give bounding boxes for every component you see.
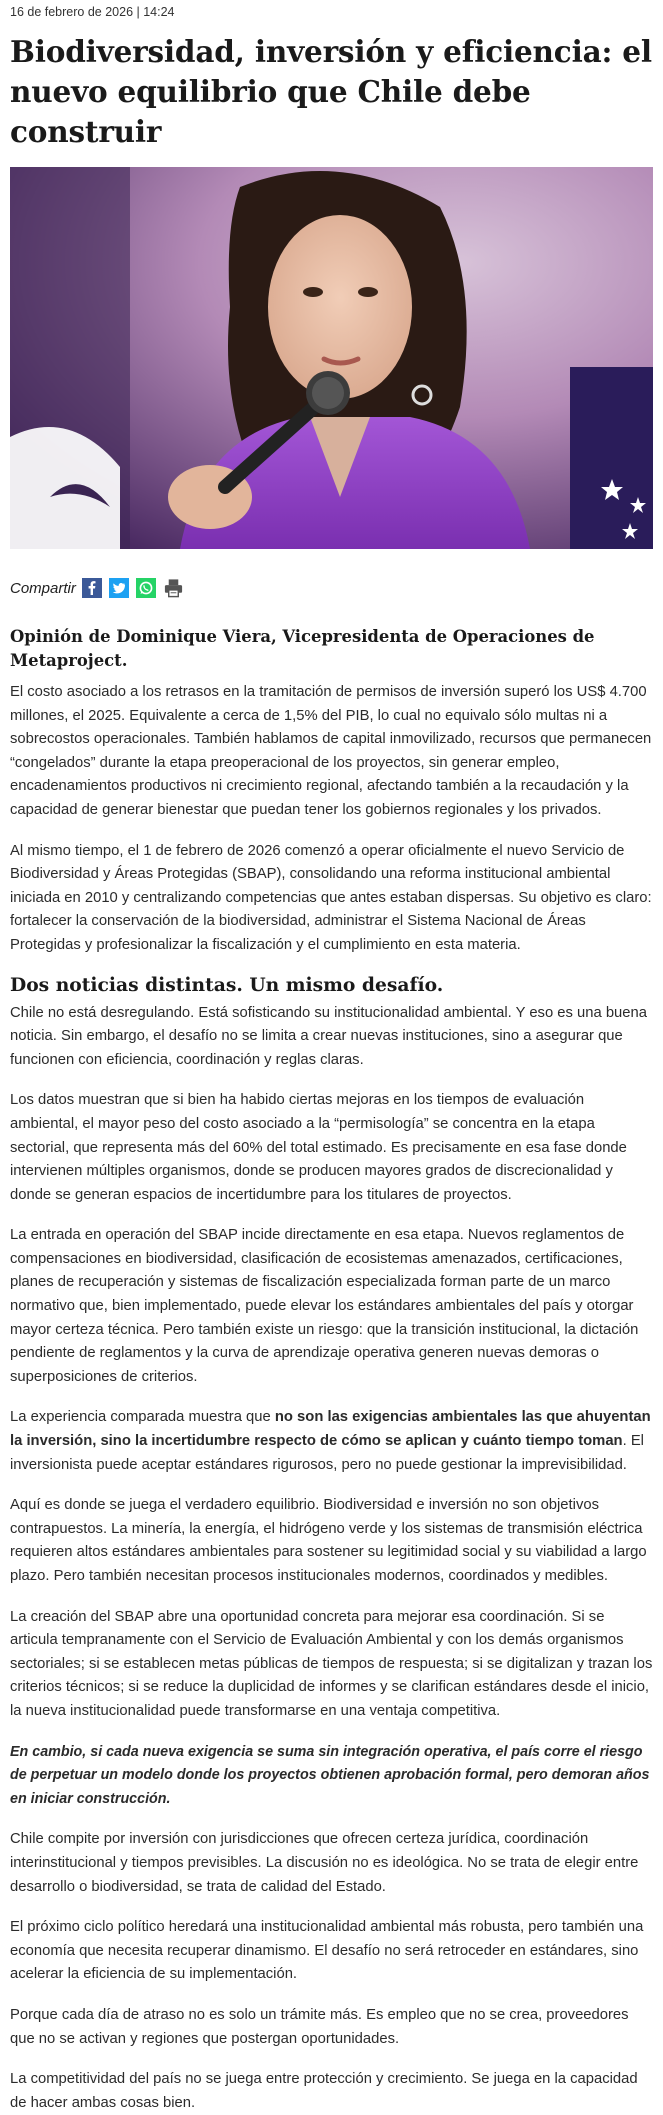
paragraph-highlight	[10, 1406, 653, 1477]
paragraph: Chile no está desregulando. Está sofisticando su institucionalidad ambiental. Y eso es una buena noticia. Sin embargo, el desafío no se limita a crear nuevas instituciones, sino a asegurar que funcionen con eficiencia, coordinación y reglas claras.	[10, 1004, 647, 1068]
hero-photo	[10, 167, 653, 549]
facebook-icon[interactable]	[82, 578, 103, 599]
article-title: Biodiversidad, inversión y eficiencia: el nuevo equilibrio que Chile debe construir	[10, 34, 652, 149]
bold-text: no son las exigencias ambientales las que ahuyentan la inversión, sino la incertidumbre respecto de cómo se aplican y cuánto tiempo toman	[10, 1409, 651, 1450]
subheading: Dos noticias distintas. Un mismo desafío.	[10, 973, 444, 996]
paragraph: Los datos muestran que si bien ha habido ciertas mejoras en los tiempos de evaluación ambiental, el mayor peso del costo asociado a la “permisología” se concentra en la etapa sectorial, que representa más del 60% del total estimado. Es precisamente en esa fase donde intervienen múltiples organismos, donde se producen mayores grados de discrecionalidad y donde se generan espacios de incertidumbre para los titulares de proyectos.	[10, 1092, 627, 1203]
share-bar	[10, 575, 653, 601]
article-date: 16 de febrero de 2026 | 14:24	[10, 5, 175, 19]
text-run: . El inversionista puede aceptar estándares rigurosos, pero no puede gestionar la imprevisibilidad.	[10, 1433, 644, 1473]
article	[10, 0, 653, 2115]
paragraph: La entrada en operación del SBAP incide directamente en esa etapa. Nuevos reglamentos de compensaciones en biodiversidad, clasificación de ecosistemas amenazados, certificaciones, planes de recuperación y sistemas de fiscalización especializada forman parte de un marco normativo que, bien implementado, puede elevar los estándares ambientales del país y otorgar mayor certeza técnica. Pero también existe un riesgo: que la transición institucional, la dictación pendiente de reglamentos y la curva de aprendizaje operativa generen nuevas demoras o superposiciones de criterios.	[10, 1227, 639, 1385]
emphasis-paragraph: En cambio, si cada nueva exigencia se suma sin integración operativa, el país corre el riesgo de perpetuar un modelo donde los proyectos obtienen aprobación formal, pero demoran años en iniciar construcción.	[10, 1743, 650, 1807]
print-icon[interactable]	[163, 578, 184, 599]
whatsapp-icon[interactable]	[136, 578, 157, 599]
paragraph: Aquí es donde se juega el verdadero equilibrio. Biodiversidad e inversión no son objetivos contrapuestos. La minería, la energía, el hidrógeno verde y los sistemas de transmisión eléctrica requieren altos estándares ambientales para sostener su legitimidad social y su viabilidad a largo plazo. Pero también necesitan procesos institucionales modernos, coordinados y medibles.	[10, 1497, 647, 1584]
paragraph: Chile compite por inversión con jurisdicciones que ofrecen certeza jurídica, coordinación interinstitucional y tiempos previsibles. La discusión no es ideológica. No se trata de elegir entre desarrollo o biodiversidad, se trata de calidad del Estado.	[10, 1831, 639, 1895]
share-label: Compartir	[10, 579, 76, 597]
paragraph: El próximo ciclo político heredará una institucionalidad ambiental más robusta, pero también una economía que necesita recuperar dinamismo. El desafío no será retroceder en estándares, sino acelerar la eficiencia de su implementación.	[10, 1919, 644, 1983]
paragraph: El costo asociado a los retrasos en la tramitación de permisos de inversión superó los US$ 4.700 millones, el 2025. Equivalente a cerca de 1,5% del PIB, lo cual no equivalo sólo multas ni a sobrecostos operacionales. También hablamos de capital inmovilizado, recursos que permanecen “congelados” durante la etapa preoperacional de los proyectos, sin generar empleo, encadenamientos productivos ni crecimiento regional, afectando también a la recaudación y la capacidad de generar bienestar que puedan tener los gobiernos regionales y los privados.	[10, 684, 652, 818]
paragraph: Al mismo tiempo, el 1 de febrero de 2026 comenzó a operar oficialmente el nuevo Servicio de Biodiversidad y Áreas Protegidas (SBAP), consolidando una reforma institucional ambiental iniciada en 2010 y centralizando competencias que antes estaban dispersas. Su objetivo es claro: fortalecer la conservación de la biodiversidad, administrar el Sistema Nacional de Áreas Protegidas y profesionalizar la fiscalización y el cumplimiento en esta materia.	[10, 842, 652, 953]
paragraph: La competitividad del país no se juega entre protección y crecimiento. Se juega en la capacidad de hacer ambas cosas bien.	[10, 2071, 638, 2111]
author-line: Opinión de Dominique Viera, Vicepresidenta de Operaciones de Metaproject.	[10, 627, 595, 670]
paragraph: La creación del SBAP abre una oportunidad concreta para mejorar esa coordinación. Si se articula tempranamente con el Servicio de Evaluación Ambiental y con los demás organismos sectoriales; si se establecen metas públicas de tiempos de respuesta; si se digitalizan y trazan los criterios técnicos; si se reduce la duplicidad de informes y se clarifican estándares desde el inicio, la nueva institucionalidad puede transformarse en una ventaja competitiva.	[10, 1608, 653, 1719]
twitter-icon[interactable]	[109, 578, 130, 599]
paragraph: Porque cada día de atraso no es solo un trámite más. Es empleo que no se crea, proveedores que no se activan y regiones que postergan oportunidades.	[10, 2006, 629, 2047]
text-run: La experiencia comparada muestra que	[10, 1409, 275, 1426]
